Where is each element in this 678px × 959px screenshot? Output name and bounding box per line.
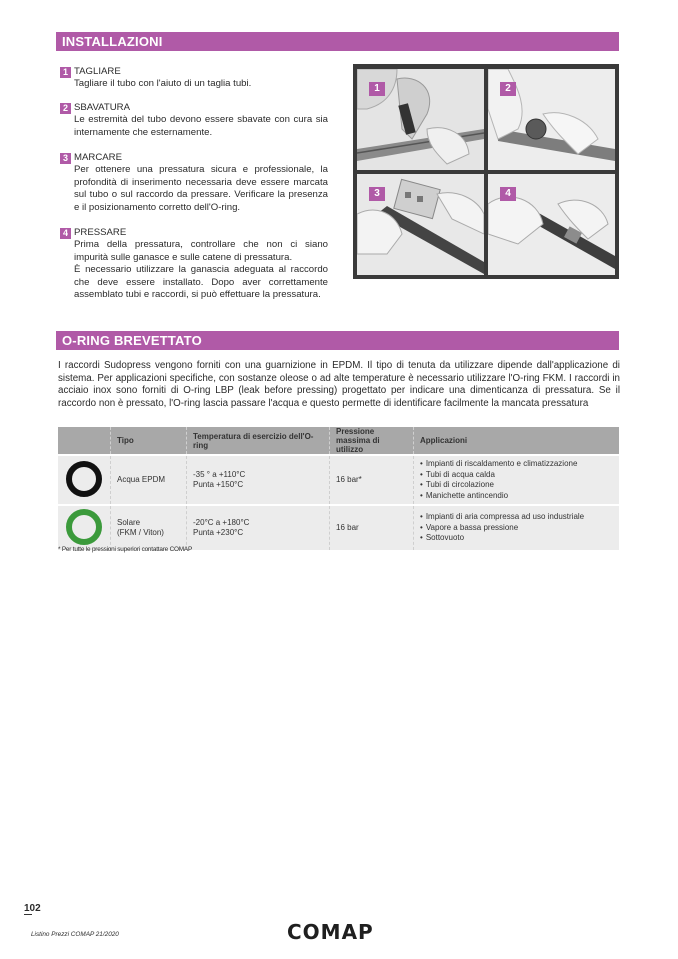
list-item: • Tubi di circolazione [420, 480, 613, 491]
step-text: Prima della pressatura, controllare che non ci siano impurità sulle ganasce e sulle catene di pressatura. [74, 239, 328, 263]
ring-header [58, 427, 111, 455]
header-temperatura: Temperatura di esercizio dell'O-ring [187, 427, 330, 455]
temp-line1: -20°C a +180°C [193, 518, 250, 527]
deburring-photo-icon [488, 69, 615, 170]
pressione-cell: 16 bar [330, 505, 414, 550]
tipo-line1: Acqua EPDM [117, 475, 166, 484]
oring-intro: I raccordi Sudopress vengono forniti con una guarnizione in EPDM. Il tipo di tenuta da utilizzare dipende dall'applicazione di sistema. Per applicazioni specifiche, con sostanze oleose o ad alte temperature è necessario utilizzare l'O-ring FKM. I raccordi in acciaio inox sono forniti di O-ring LBP (leak before pressing) progettato per indicare una dimenticanza di pressatura. Se il raccordo non è pressato, l'O-ring lascia passare l'acqua e questo permette di identificare facilmente la mancata pressatura [58, 360, 620, 409]
epdm-oring-icon [64, 459, 104, 499]
tipo-line1: Solare [117, 518, 141, 527]
table-header-row [58, 427, 619, 455]
tipo-line2: (FKM / Viton) [117, 528, 164, 537]
step-number: 4 [60, 228, 71, 239]
header-applicazioni: Applicazioni [414, 427, 620, 455]
fitting-insertion-photo-icon [488, 174, 615, 275]
step-4 [60, 227, 328, 301]
price-list-label: Listino Prezzi COMAP 21/2020 [31, 931, 119, 938]
list-item: • Impianti di aria compressa ad uso industriale [420, 512, 613, 523]
step-text-2: È necessario utilizzare la ganascia adeguata al raccordo che deve essere installato. Dopo aver correttamente assemblato tubi e raccordi, si può effettuare la pressatura. [74, 264, 328, 301]
list-item: • Tubi di acqua calda [420, 470, 613, 481]
ring-cell [58, 505, 111, 550]
header-tipo: Tipo [111, 427, 187, 455]
section-title-oring: O-RING BREVETTATO [56, 331, 619, 350]
step-title: TAGLIARE [74, 66, 121, 77]
marking-gauge-photo-icon [357, 174, 484, 275]
applicazioni-cell [414, 505, 620, 550]
step-2 [60, 102, 328, 139]
temp-line2: Punta +230°C [193, 528, 244, 537]
page-number: 102 [24, 903, 41, 914]
step-title: SBAVATURA [74, 102, 130, 113]
ring-cell [58, 455, 111, 505]
step-text: Tagliare il tubo con l'aiuto di un taglia tubi. [74, 78, 252, 90]
page-number-rule [24, 914, 32, 915]
section-title-installazioni: INSTALLAZIONI [56, 32, 619, 51]
tipo-cell [111, 455, 187, 505]
tipo-cell [111, 505, 187, 550]
pipe-cutter-photo-icon [357, 69, 484, 170]
step-number: 1 [60, 67, 71, 78]
comap-logo: COMAP [287, 920, 374, 944]
list-item: • Impianti di riscaldamento e climatizzazione [420, 459, 613, 470]
pressione-cell: 16 bar* [330, 455, 414, 505]
temp-line1: -35 ° a +110°C [193, 470, 246, 479]
step-title: PRESSARE [74, 227, 127, 238]
table-row [58, 505, 619, 550]
installation-photos [353, 64, 619, 279]
table-footnote: * Per tutte le pressioni superiori contattare COMAP [58, 546, 193, 553]
temp-line2: Punta +150°C [193, 480, 244, 489]
photo-badge: 4 [500, 187, 516, 201]
step-text: Le estremità del tubo devono essere sbavate con cura sia internamente che esternamente. [74, 114, 328, 138]
temp-cell [187, 455, 330, 505]
temp-cell [187, 505, 330, 550]
step-1 [60, 66, 328, 91]
list-item: • Vapore a bassa pressione [420, 523, 613, 534]
step-text: Per ottenere una pressatura sicura e professionale, la profondità di inserimento necessaria deve essere marcata sul tubo o sul raccordo da pressare. Verificare la presenza e il posizionamento corretto dell'O-ring. [74, 164, 328, 213]
list-item: • Manichette antincendio [420, 491, 613, 502]
step-3 [60, 152, 328, 214]
photo-badge: 3 [369, 187, 385, 201]
step-title: MARCARE [74, 152, 122, 163]
header-pressione: Pressione massima di utilizzo [330, 427, 414, 455]
oring-table [58, 427, 619, 550]
step-number: 2 [60, 103, 71, 114]
step-number: 3 [60, 153, 71, 164]
applicazioni-cell [414, 455, 620, 505]
fkm-oring-icon [64, 507, 104, 547]
photo-badge: 1 [369, 82, 385, 96]
list-item: • Sottovuoto [420, 533, 613, 544]
table-row [58, 455, 619, 505]
photo-badge: 2 [500, 82, 516, 96]
